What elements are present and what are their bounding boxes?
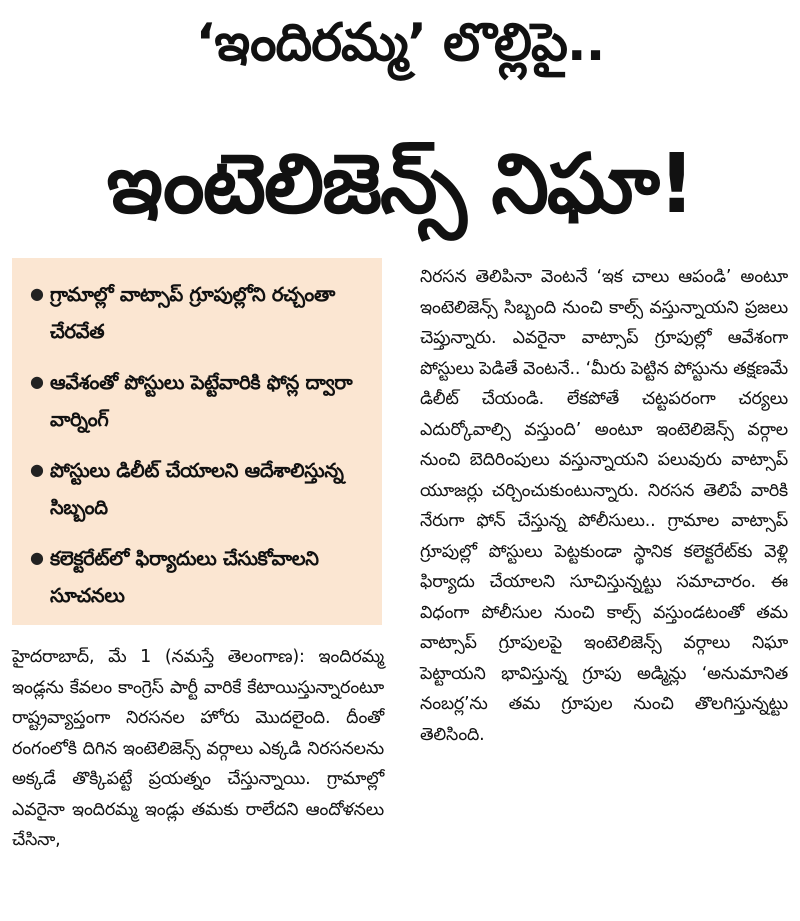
highlight-item <box>30 364 374 438</box>
headline-line-2: ఇంటెలిజెన్స్‌ నిఘా! <box>106 137 694 232</box>
highlight-text: కలెక్టరేట్‌లో ఫిర్యాదులు చేసుకోవాలని సూచనలు <box>50 547 319 607</box>
headline-line-1: ‘ఇందిరమ్మ’ లొల్లిపై.. <box>195 13 605 73</box>
highlight-item <box>30 276 374 350</box>
bullet-icon: ● <box>30 284 44 303</box>
highlight-item <box>30 540 374 614</box>
highlights-box <box>12 258 382 625</box>
highlight-text: పోస్టులు డిలీట్‌ చేయాలని ఆదేశాలిస్తున్న సిబ్బంది <box>50 459 344 519</box>
highlight-item <box>30 452 374 526</box>
bullet-icon: ● <box>30 460 44 479</box>
article-column-left: హైదరాబాద్‌, మే 1 (నమస్తే తెలంగాణ): ఇందిరమ్మ ఇండ్లను కేవలం కాంగ్రెస్‌ పార్టీ వారికే కేటాయిస్తున్నారంటూ రాష్ట్రవ్యాప్తంగా నిరసనల హోరు మొదలైంది. దీంతో రంగంలోకి దిగిన ఇంటెలిజెన్స్‌ వర్గాలు ఎక్కడి నిరసనలను అక్కడే తొక్కిపట్టే ప్రయత్నం చేస్తున్నాయి. గ్రామాల్లో ఎవరైనా ఇందిరమ్మ ఇండ్లు తమకు రాలేదని ఆందోళనలు చేసినా, <box>12 647 384 850</box>
highlight-text: ఆవేశంతో పోస్టులు పెట్టేవారికి ఫోన్ల ద్వారా వార్నింగ్‌ <box>50 371 353 431</box>
highlight-text: గ్రామాల్లో వాట్సాప్‌ గ్రూపుల్లోని రచ్చంతా చేరవేత <box>50 283 336 343</box>
bullet-icon: ● <box>30 372 44 391</box>
article-column-right: నిరసన తెలిపినా వెంటనే ‘ఇక చాలు ఆపండి’ అంటూ ఇంటెలిజెన్స్‌ సిబ్బంది నుంచి కాల్స్‌ వస్తున్నాయని ప్రజలు చెప్తున్నారు. ఎవరైనా వాట్సాప్‌ గ్రూపుల్లో ఆవేశంగా పోస్టులు పెడితే వెంటనే.. ‘మీరు పెట్టిన పోస్టును తక్షణమే డిలీట్‌ చేయండి. లేకపోతే చట్టపరంగా చర్యలు ఎదుర్కోవాల్సి వస్తుంది’ అంటూ ఇంటెలిజెన్స్‌ వర్గాల నుంచి బెదిరింపులు వస్తున్నాయని పలువురు వాట్సాప్‌ యూజర్లు చర్చించుకుంటున్నారు. నిరసన తెలిపే వారికి నేరుగా ఫోన్‌ చేస్తున్న పోలీసులు.. గ్రామాల వాట్సాప్‌ గ్రూపుల్లో పోస్టులు పెట్టకుండా స్థానిక కలెక్టరేట్‌కు వెళ్లి ఫిర్యాదు చేయాలని సూచిస్తున్నట్టు సమాచారం. ఈ విధంగా పోలీసుల నుంచి కాల్స్‌ వస్తుండటంతో తమ వాట్సాప్‌ గ్రూపులపై ఇంటెలిజెన్స్‌ వర్గాలు నిఘా పెట్టాయని భావిస్తున్న గ్రూపు అడ్మిన్లు ‘అనుమానిత నంబర్ల’ను తమ గ్రూపుల నుంచి తొలగిస్తున్నట్టు తెలిసింది. <box>420 267 788 745</box>
bullet-icon: ● <box>30 548 44 567</box>
